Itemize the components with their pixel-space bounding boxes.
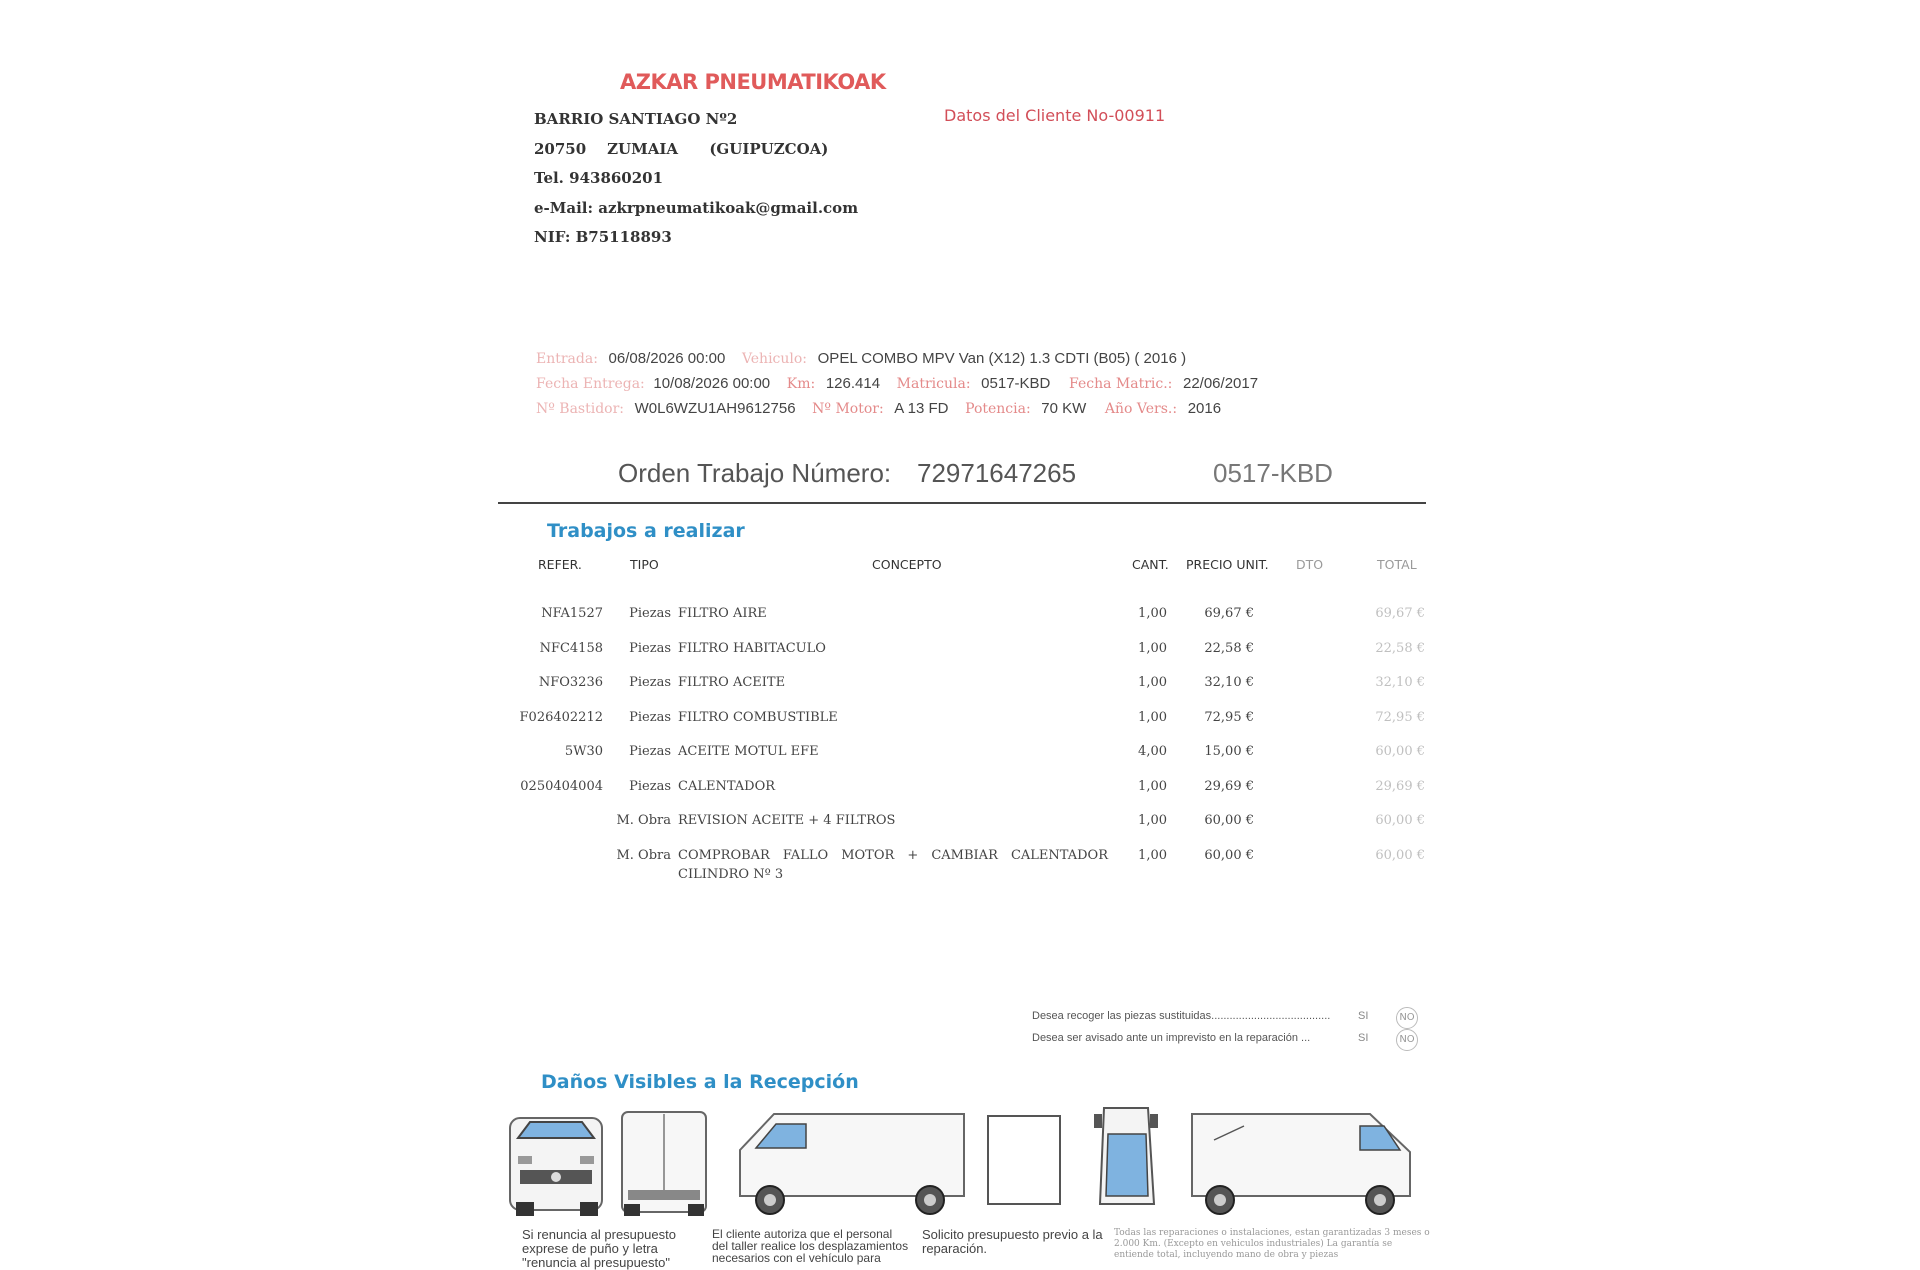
header-concepto: CONCEPTO: [872, 557, 942, 572]
row-cant: 4,00: [1138, 744, 1167, 759]
ano-value: 2016: [1187, 400, 1222, 417]
row-precio: 60,00 €: [1204, 848, 1254, 863]
company-address-line2: 20750 ZUMAIA (GUIPUZCOA): [534, 140, 829, 158]
row-concepto: ACEITE MOTUL EFE: [678, 744, 819, 759]
row-tipo: M. Obra: [616, 848, 671, 863]
row-total: 72,95 €: [1375, 710, 1425, 725]
footer-renuncia-presupuesto: Si renuncia al presupuesto exprese de puño y letra "renuncia al presupuesto": [522, 1227, 676, 1270]
row-total: 60,00 €: [1375, 848, 1425, 863]
header-dto: DTO: [1296, 557, 1324, 572]
row-concepto: REVISION ACEITE + 4 FILTROS: [678, 813, 896, 828]
company-email: e-Mail: azkrpneumatikoak@gmail.com: [534, 199, 859, 217]
row-total: 32,10 €: [1375, 675, 1425, 690]
row-ref: 0250404004: [520, 779, 603, 794]
order-number: 72971647265: [917, 458, 1077, 488]
order-divider: [498, 502, 1426, 504]
row-total: 22,58 €: [1375, 641, 1425, 656]
potencia-value: 70 KW: [1041, 400, 1087, 417]
row-total: 60,00 €: [1375, 744, 1425, 759]
bastidor-label: Nº Bastidor:: [536, 401, 625, 417]
fecha-entrega-value: 10/08/2026 00:00: [653, 375, 771, 392]
row-total: 69,67 €: [1375, 606, 1425, 621]
row-total: 60,00 €: [1375, 813, 1425, 828]
company-phone: Tel. 943860201: [534, 169, 664, 187]
vehiculo-label: Vehiculo:: [741, 351, 808, 367]
fecha-matric-value: 22/06/2017: [1182, 375, 1259, 392]
bastidor-value: W0L6WZU1AH9612756: [634, 400, 796, 417]
header-precio: PRECIO UNIT.: [1186, 557, 1269, 572]
row-ref: 5W30: [564, 744, 603, 759]
pref-recoger-piezas: Desea recoger las piezas sustituidas.......................................: [1032, 1010, 1331, 1022]
row-cant: 1,00: [1138, 710, 1167, 725]
row-cant: 1,00: [1138, 779, 1167, 794]
row-precio: 29,69 €: [1204, 779, 1254, 794]
matricula-value: 0517-KBD: [981, 375, 1051, 392]
van-front-view: [510, 1118, 602, 1216]
company-name: AZKAR PNEUMATIKOAK: [620, 70, 886, 94]
row-precio: 69,67 €: [1204, 606, 1254, 621]
row-tipo: Piezas: [629, 675, 671, 690]
row-cant: 1,00: [1138, 813, 1167, 828]
motor-value: A 13 FD: [894, 400, 949, 417]
potencia-label: Potencia:: [965, 401, 1031, 417]
row-concepto: FILTRO ACEITE: [678, 675, 786, 690]
vehiculo-value: OPEL COMBO MPV Van (X12) 1.3 CDTI (B05) ( 2016 ): [817, 350, 1187, 367]
row-precio: 15,00 €: [1204, 744, 1254, 759]
entrada-value: 06/08/2026 00:00: [608, 350, 726, 367]
pref-avisar-imprevisto: Desea ser avisado ante un imprevisto en la reparación ...: [1032, 1032, 1311, 1044]
row-tipo: Piezas: [629, 710, 671, 725]
row-concepto: FILTRO HABITACULO: [678, 641, 826, 656]
matricula-label: Matricula:: [896, 376, 971, 392]
row-cant: 1,00: [1138, 606, 1167, 621]
van-rear-view: [622, 1112, 706, 1216]
entrada-label: Entrada:: [536, 351, 598, 367]
row-tipo: M. Obra: [616, 813, 671, 828]
row-total: 29,69 €: [1375, 779, 1425, 794]
footer-autorizacion-desplazamientos: El cliente autoriza que el personal del taller realice los desplazamientos necesarios con el vehículo para: [712, 1227, 909, 1265]
row-tipo: Piezas: [629, 641, 671, 656]
row-cant: 1,00: [1138, 641, 1167, 656]
motor-label: Nº Motor:: [812, 401, 884, 417]
damages-title: Daños Visibles a la Recepción: [541, 1071, 859, 1093]
row-precio: 22,58 €: [1204, 641, 1254, 656]
works-title: Trabajos a realizar: [547, 520, 745, 542]
row-concepto: FILTRO COMBUSTIBLE: [678, 710, 838, 725]
fecha-matric-label: Fecha Matric.:: [1069, 376, 1173, 392]
fecha-entrega-label: Fecha Entrega:: [536, 376, 645, 392]
row-ref: F026402212: [519, 710, 603, 725]
row-cant: 1,00: [1138, 675, 1167, 690]
header-ref: REFER.: [538, 557, 582, 572]
client-data-label: Datos del Cliente No-00911: [944, 106, 1166, 125]
header-total: TOTAL: [1377, 557, 1417, 572]
row-precio: 60,00 €: [1204, 813, 1254, 828]
pref-avisar-si[interactable]: SI: [1358, 1032, 1369, 1044]
row-tipo: Piezas: [629, 606, 671, 621]
row-tipo: Piezas: [629, 779, 671, 794]
pref-avisar-no[interactable]: NO: [1396, 1027, 1418, 1051]
order-label: Orden Trabajo Número:: [618, 458, 892, 488]
header-tipo: TIPO: [630, 557, 659, 572]
row-precio: 72,95 €: [1204, 710, 1254, 725]
row-ref: NFO3236: [538, 675, 603, 690]
row-concepto: FILTRO AIRE: [678, 606, 767, 621]
row-ref: NFC4158: [539, 641, 603, 656]
pref-recoger-no[interactable]: NO: [1396, 1005, 1418, 1029]
pref-recoger-si[interactable]: SI: [1358, 1010, 1369, 1022]
company-address-line1: BARRIO SANTIAGO Nº2: [534, 110, 738, 128]
company-nif: NIF: B75118893: [534, 228, 672, 246]
header-cant: CANT.: [1132, 557, 1169, 572]
km-value: 126.414: [825, 375, 881, 392]
van-diagram: [504, 1104, 1428, 1226]
footer-solicito-presupuesto: Solicito presupuesto previo a la reparación.: [922, 1227, 1103, 1256]
row-tipo: Piezas: [629, 744, 671, 759]
km-label: Km:: [786, 376, 816, 392]
row-cant: 1,00: [1138, 848, 1167, 863]
vehicle-info-line3: [536, 400, 1221, 417]
row-precio: 32,10 €: [1204, 675, 1254, 690]
order-plate: 0517-KBD: [1213, 458, 1333, 488]
vehicle-info-line1: [536, 350, 1186, 367]
row-concepto: CALENTADOR: [678, 779, 776, 794]
ano-label: Año Vers.:: [1104, 401, 1178, 417]
footer-garantia: Todas las reparaciones o instalaciones, estan garantizadas 3 meses o 2.000 Km. (Excepto en vehiculos industriales) La garantía se entiende total, incluyendo mano de obra y piezas: [1114, 1228, 1430, 1260]
vehicle-info-line2: [536, 375, 1258, 392]
row-ref: NFA1527: [541, 606, 603, 621]
row-concepto: COMPROBAR FALLO MOTOR + CAMBIAR CALENTADOR CILINDRO Nº 3: [678, 848, 1108, 882]
